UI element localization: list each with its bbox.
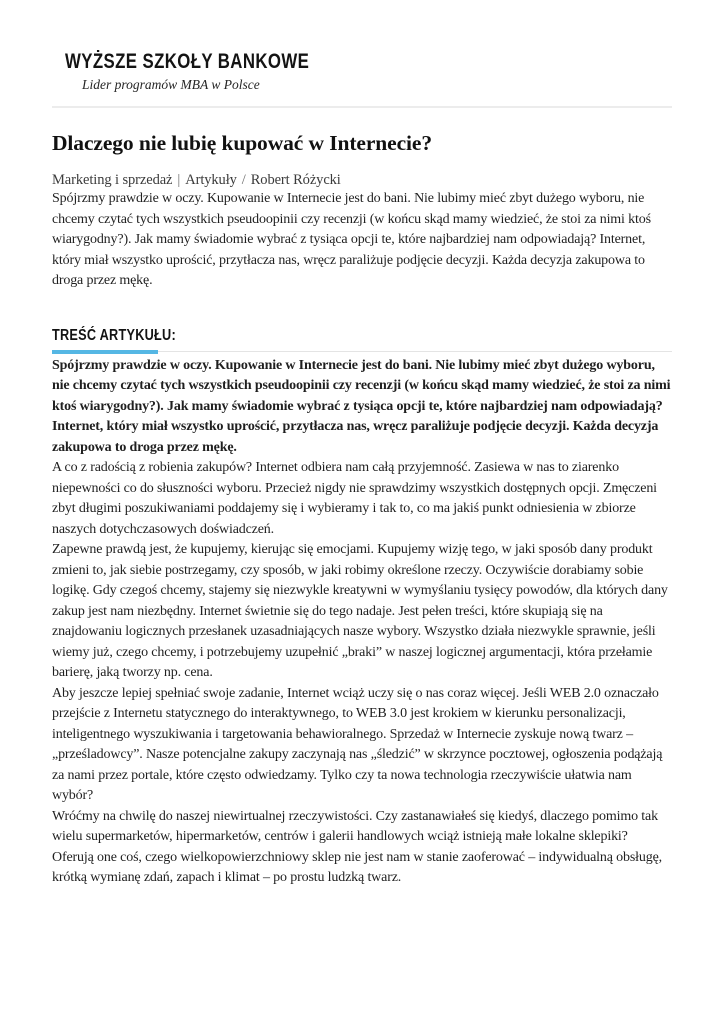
breadcrumb-category: Marketing i sprzedaż (52, 172, 173, 188)
breadcrumb-separator: / (241, 172, 246, 188)
logo (52, 50, 672, 93)
header-divider (52, 106, 672, 108)
article-content (52, 131, 672, 889)
logo-title: WYŻSZE SZKOŁY BANKOWE (65, 50, 310, 73)
site-header (52, 0, 672, 108)
toc-accent-underline (52, 350, 158, 354)
breadcrumb-section: Artykuły (185, 172, 237, 188)
body-paragraph: A co z radością z robienia zakupów? Internet odbiera nam całą przyjemność. Zasiewa w nas to ziarenko niepewności co do słuszności wyboru. Przecież nigdy nie sprawdzimy wszystkich dostępnych opcji. Zmęczeni zbyt długimi poszukiwaniami poddajemy się i wybieramy i tak to, co ma jakiś punkt odniesienia w zbiorze naszych dotychczasowych doświadczeń. (52, 460, 657, 537)
toc-heading: TREŚĆ ARTYKUŁU: (52, 326, 176, 344)
breadcrumb (52, 172, 672, 189)
breadcrumb-author: Robert Różycki (250, 172, 341, 188)
body-paragraph: Aby jeszcze lepiej spełniać swoje zadanie, Internet wciąż uczy się o nas coraz więcej. Jeśli WEB 2.0 oznaczało przejście z Internetu statycznego do interaktywnego, to WEB 3.0 jest krokiem w kierunku personalizacji, inteligentnego wyszukiwania i targetowania behawioralnego. Sprzedaż w Internecie zyskuje nową twarz – „prześladowcy”. Nasze potencjalne zakupy zaczynają nas „śledzić” w skrzynce pocztowej, ogłoszenia podążają za nami przez portale, które często odwiedzamy. Tylko czy ta nowa technologia rzeczywiście ułatwia nam wybór? (52, 685, 663, 803)
body-paragraph: Wróćmy na chwilę do naszej niewirtualnej rzeczywistości. Czy zastanawiałeś się kiedyś, dlaczego pomimo tak wielu supermarketów, hipermarketów, centrów i galerii handlowych wciąż istnieją małe lokalne sklepiki? Oferują one coś, czego wielkopowierzchniowy sklep nie jest nam w stanie zaoferować – indywidualną obsługę, krótką wymianę zdań, zapach i klimat – po prostu ludzką twarz. (52, 808, 663, 885)
body-paragraph: Zapewne prawdą jest, że kupujemy, kierując się emocjami. Kupujemy wizję tego, w jaki sposób dany produkt zmieni to, jak siebie postrzegamy, czy sposób, w jaki robimy określone rzeczy. Oczywiście dorabiamy sobie logikę. Gdy czegoś chcemy, stajemy się niezwykle kreatywni w wymyślaniu tysięcy powodów, dla których dany zakup jest nam niezbędny. Internet świetnie się do tego nadaje. Jest pełen treści, które skupiają się na znajdowaniu logicznych przesłanek uzasadniających nasze wybory. Wszystko działa niezwykle sprawnie, jeśli wiemy już, czego chcemy, i potrzebujemy uzupełnić „braki” w naszej logicznej argumentacji, która przełamie barierę, jaką tworzy np. cena. (52, 542, 668, 680)
toc-heading-block (52, 327, 672, 356)
lead-paragraph: Spójrzmy prawdzie w oczy. Kupowanie w Internecie jest do bani. Nie lubimy mieć zbyt dużego wyboru, nie chcemy czytać tych wszystkich pseudoopinii czy recenzji (w końcu skąd mamy wiedzieć, że stoi za nimi ktoś wiarygodny?). Jak mamy świadomie wybrać z tysiąca opcji te, które najbardziej nam odpowiadają? Internet, który miał wszystko uprościć, przytłacza nas, wręcz paraliżuje podjęcie decyzji. Każda decyzja zakupowa to droga przez mękę. (52, 191, 651, 288)
toc-divider (52, 351, 672, 356)
lead-paragraph-bold: Spójrzmy prawdzie w oczy. Kupowanie w Internecie jest do bani. Nie lubimy mieć zbyt dużego wyboru, nie chcemy czytać tych wszystkich pseudoopinii czy recenzji (w końcu skąd mamy wiedzieć, że stoi za nimi ktoś wiarygodny?). Jak mamy świadomie wybrać z tysiąca opcji te, które najbardziej nam odpowiadają? Internet, który miał wszystko uprościć, przytłacza nas, wręcz paraliżuje podjęcie decyzji. Każda decyzja zakupowa to droga przez mękę. (52, 357, 671, 455)
breadcrumb-separator: | (177, 172, 181, 188)
logo-subtitle: Lider programów MBA w Polsce (82, 77, 260, 92)
article-title: Dlaczego nie lubię kupować w Internecie? (52, 131, 432, 155)
